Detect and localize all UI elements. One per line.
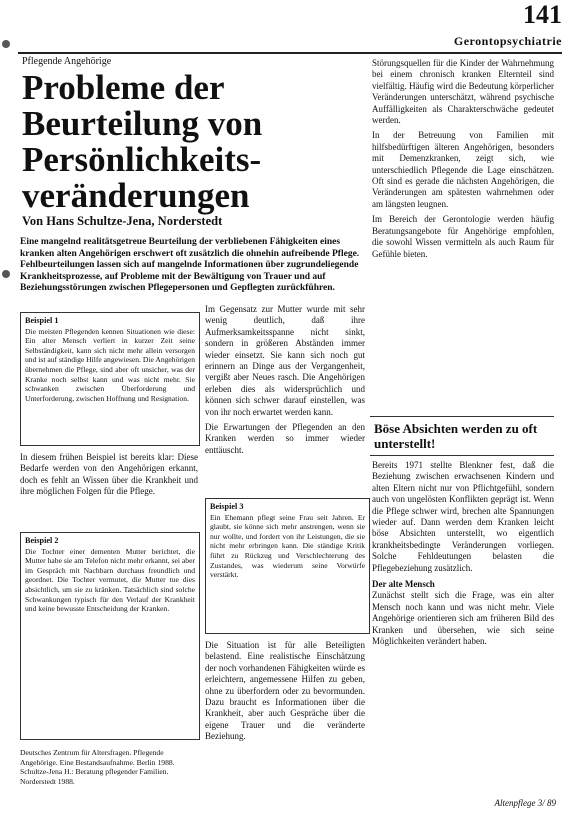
column-2	[205, 304, 365, 460]
paragraph: Die Erwartungen der Pflegenden an den Kranken werden so immer wieder enttäuscht.	[205, 422, 365, 455]
column-3	[372, 58, 554, 264]
column-3-lower	[372, 460, 554, 652]
paragraph: Störungsquellen für die Kinder der Wahrnehmung bei einem chronisch kranken Elternteil sind vielfältig. Häufig wird die Bedeutung körperlicher Veränderungen unterschätzt, während psychische Auffälligkeiten als Charakterschwäche gedeutet werden.	[372, 58, 554, 126]
paragraph: In der Betreuung von Familien mit hilfsbedürftigen älteren Angehörigen, besonders mit Demenzkranken, zeigt sich, wie unterschiedlich Pflegende die Lage einschätzen. Oft sind es gerade die nächsten Angehörigen, die Veränderungen am spätesten wahrnehmen oder am längsten leugnen.	[372, 130, 554, 209]
binder-hole	[2, 270, 10, 278]
article-author: Von Hans Schultze-Jena, Norderstedt	[22, 214, 223, 228]
article-lead: Eine mangelnd realitätsgetreue Beurteilung der verbliebenen Fähigkeiten eines kranken alten Angehörigen erschwert oft zusätzlich die ohnehin aufreibende Pflege. Fehlbeurteilungen lassen sich auf mangelnde Informationen über zugrundeliegende Krankheitsprozesse, auf Probleme mit der Bewältigung von Trauer und auf Beziehungsstörungen zwischen Pflegepersonen und Gepflegten zurückführen.	[20, 237, 360, 293]
section-heading: Der alte Mensch	[372, 579, 435, 590]
article-overline: Pflegende Angehörige	[22, 56, 112, 67]
references: Deutsches Zentrum für Altersfragen. Pflegende Angehörige. Eine Bestandsaufnahme. Berlin 1988. Schultze-Jena H.: Beratung pflegender Familien. Norderstedt 1988.	[20, 748, 175, 786]
header-rule	[18, 52, 562, 54]
example-box-title: Beispiel 2	[25, 536, 59, 545]
example-box-text: Ein Ehemann pflegt seine Frau seit Jahren. Er glaubt, sie könne sich mehr anstrengen, wenn sie nur wollte, und fordert von ihr Leistungen, die sie nicht mehr erbringen kann. Die ständige Kritik führt zu Rückzug und Verschlechterung des Zustandes, was wiederum seine Vorwürfe verstärkt.	[210, 512, 365, 580]
paragraph: In diesem frühen Beispiel ist bereits klar: Diese Bedarfe werden von den Angehörigen erkannt, doch es fehlt an Wissen über die Krankheit und ihre möglichen Folgen für die Pflege.	[20, 452, 198, 497]
paragraph: Im Gegensatz zur Mutter wurde mit sehr wenig deutlich, daß ihre Aufmerksamkeitsspanne nicht sinkt, sondern in größeren Abständen immer wieder einsetzt. Sie kann sich noch gut erinnern an Dinge aus der Vergangenheit, vergißt aber Neues rasch. Die Angehörigen erleben dies als widersprüchlich und können sich schwer darauf einstellen, was von ihr noch erwartet werden kann.	[205, 304, 365, 417]
article-title: Probleme der Beurteilung von Persönlichkeits-veränderungen	[22, 68, 263, 215]
subheading: Böse Absichten werden zu oft unterstellt!	[374, 421, 538, 451]
column-2-lower	[205, 640, 365, 747]
example-box-3	[205, 498, 370, 634]
example-box-2	[20, 532, 200, 740]
column-1	[20, 452, 198, 502]
page-footer: Altenpflege 3/ 89	[494, 798, 556, 808]
example-box-title: Beispiel 3	[210, 502, 244, 511]
paragraph: Zunächst stellt sich die Frage, was ein alter Mensch noch kann und was nicht mehr. Viele Angehörige orientieren sich am früheren Bild des Kranken und übersehen, wie sich seine Möglichkeiten verändert haben.	[372, 590, 554, 647]
subhead-rule	[370, 455, 554, 456]
subhead-rule	[370, 416, 554, 417]
example-box-title: Beispiel 1	[25, 316, 59, 325]
example-box-text: Die Tochter einer dementen Mutter berichtet, die Mutter habe sie am Telefon nicht mehr erkannt, sei aber im Gespräch mit Nachbarn durchaus freundlich und geordnet. Die Tochter vermutet, die Mutter tue dies absichtlich, um sie zu kränken. Tatsächlich sind solche Schwankungen typisch für den Verlauf der Krankheit und keine bewusste Entscheidung der Kranken.	[25, 546, 195, 614]
paragraph: Die Situation ist für alle Beteiligten belastend. Eine realistische Einschätzung der noch vorhandenen Fähigkeiten würde es erleichtern, angemessene Hilfen zu geben, ohne zu überfordern oder zu bevormunden. Dazu braucht es Informationen über die Krankheit, aber auch Gespräche über die eigene Trauer und die veränderte Beziehung.	[205, 640, 365, 742]
paragraph: Im Bereich der Gerontologie werden häufig Beratungsangebote für Angehörige empfohlen, die sowohl Wissen vermitteln als auch Raum für Gefühle bieten.	[372, 214, 554, 259]
section-title: Gerontopsychiatrie	[453, 34, 562, 48]
example-box-1	[20, 312, 200, 446]
example-box-text: Die meisten Pflegenden kennen Situationen wie diese: Ein alter Mensch verliert in kurzer Zeit seine Selbständigkeit, kann sich nicht mehr allein versorgen und ist auf ständige Hilfe angewiesen. Die Angehörigen übernehmen die Pflege, sind aber oft unsicher, was der Kranke noch selbst kann und was nicht mehr. Sie schwanken zwischen Überforderung und Unterforderung, zwischen Hoffnung und Resignation.	[25, 326, 195, 403]
paragraph: Bereits 1971 stellte Blenkner fest, daß die Beziehung zwischen erwachsenen Kindern und alten Eltern nicht nur von Pflichtgefühl, sondern auch von ungelösten Konflikten geprägt ist. Wenn die Pflege schwer wird, brechen alte Spannungen wieder auf. Dann werden dem Kranken leicht böse Absichten unterstellt, wo eigentlich krankheitsbedingte Veränderungen vorliegen. Solche Fehldeutungen belasten die Pflegebeziehung zusätzlich.	[372, 460, 554, 573]
page-number: 141	[523, 0, 562, 29]
binder-hole	[2, 40, 10, 48]
